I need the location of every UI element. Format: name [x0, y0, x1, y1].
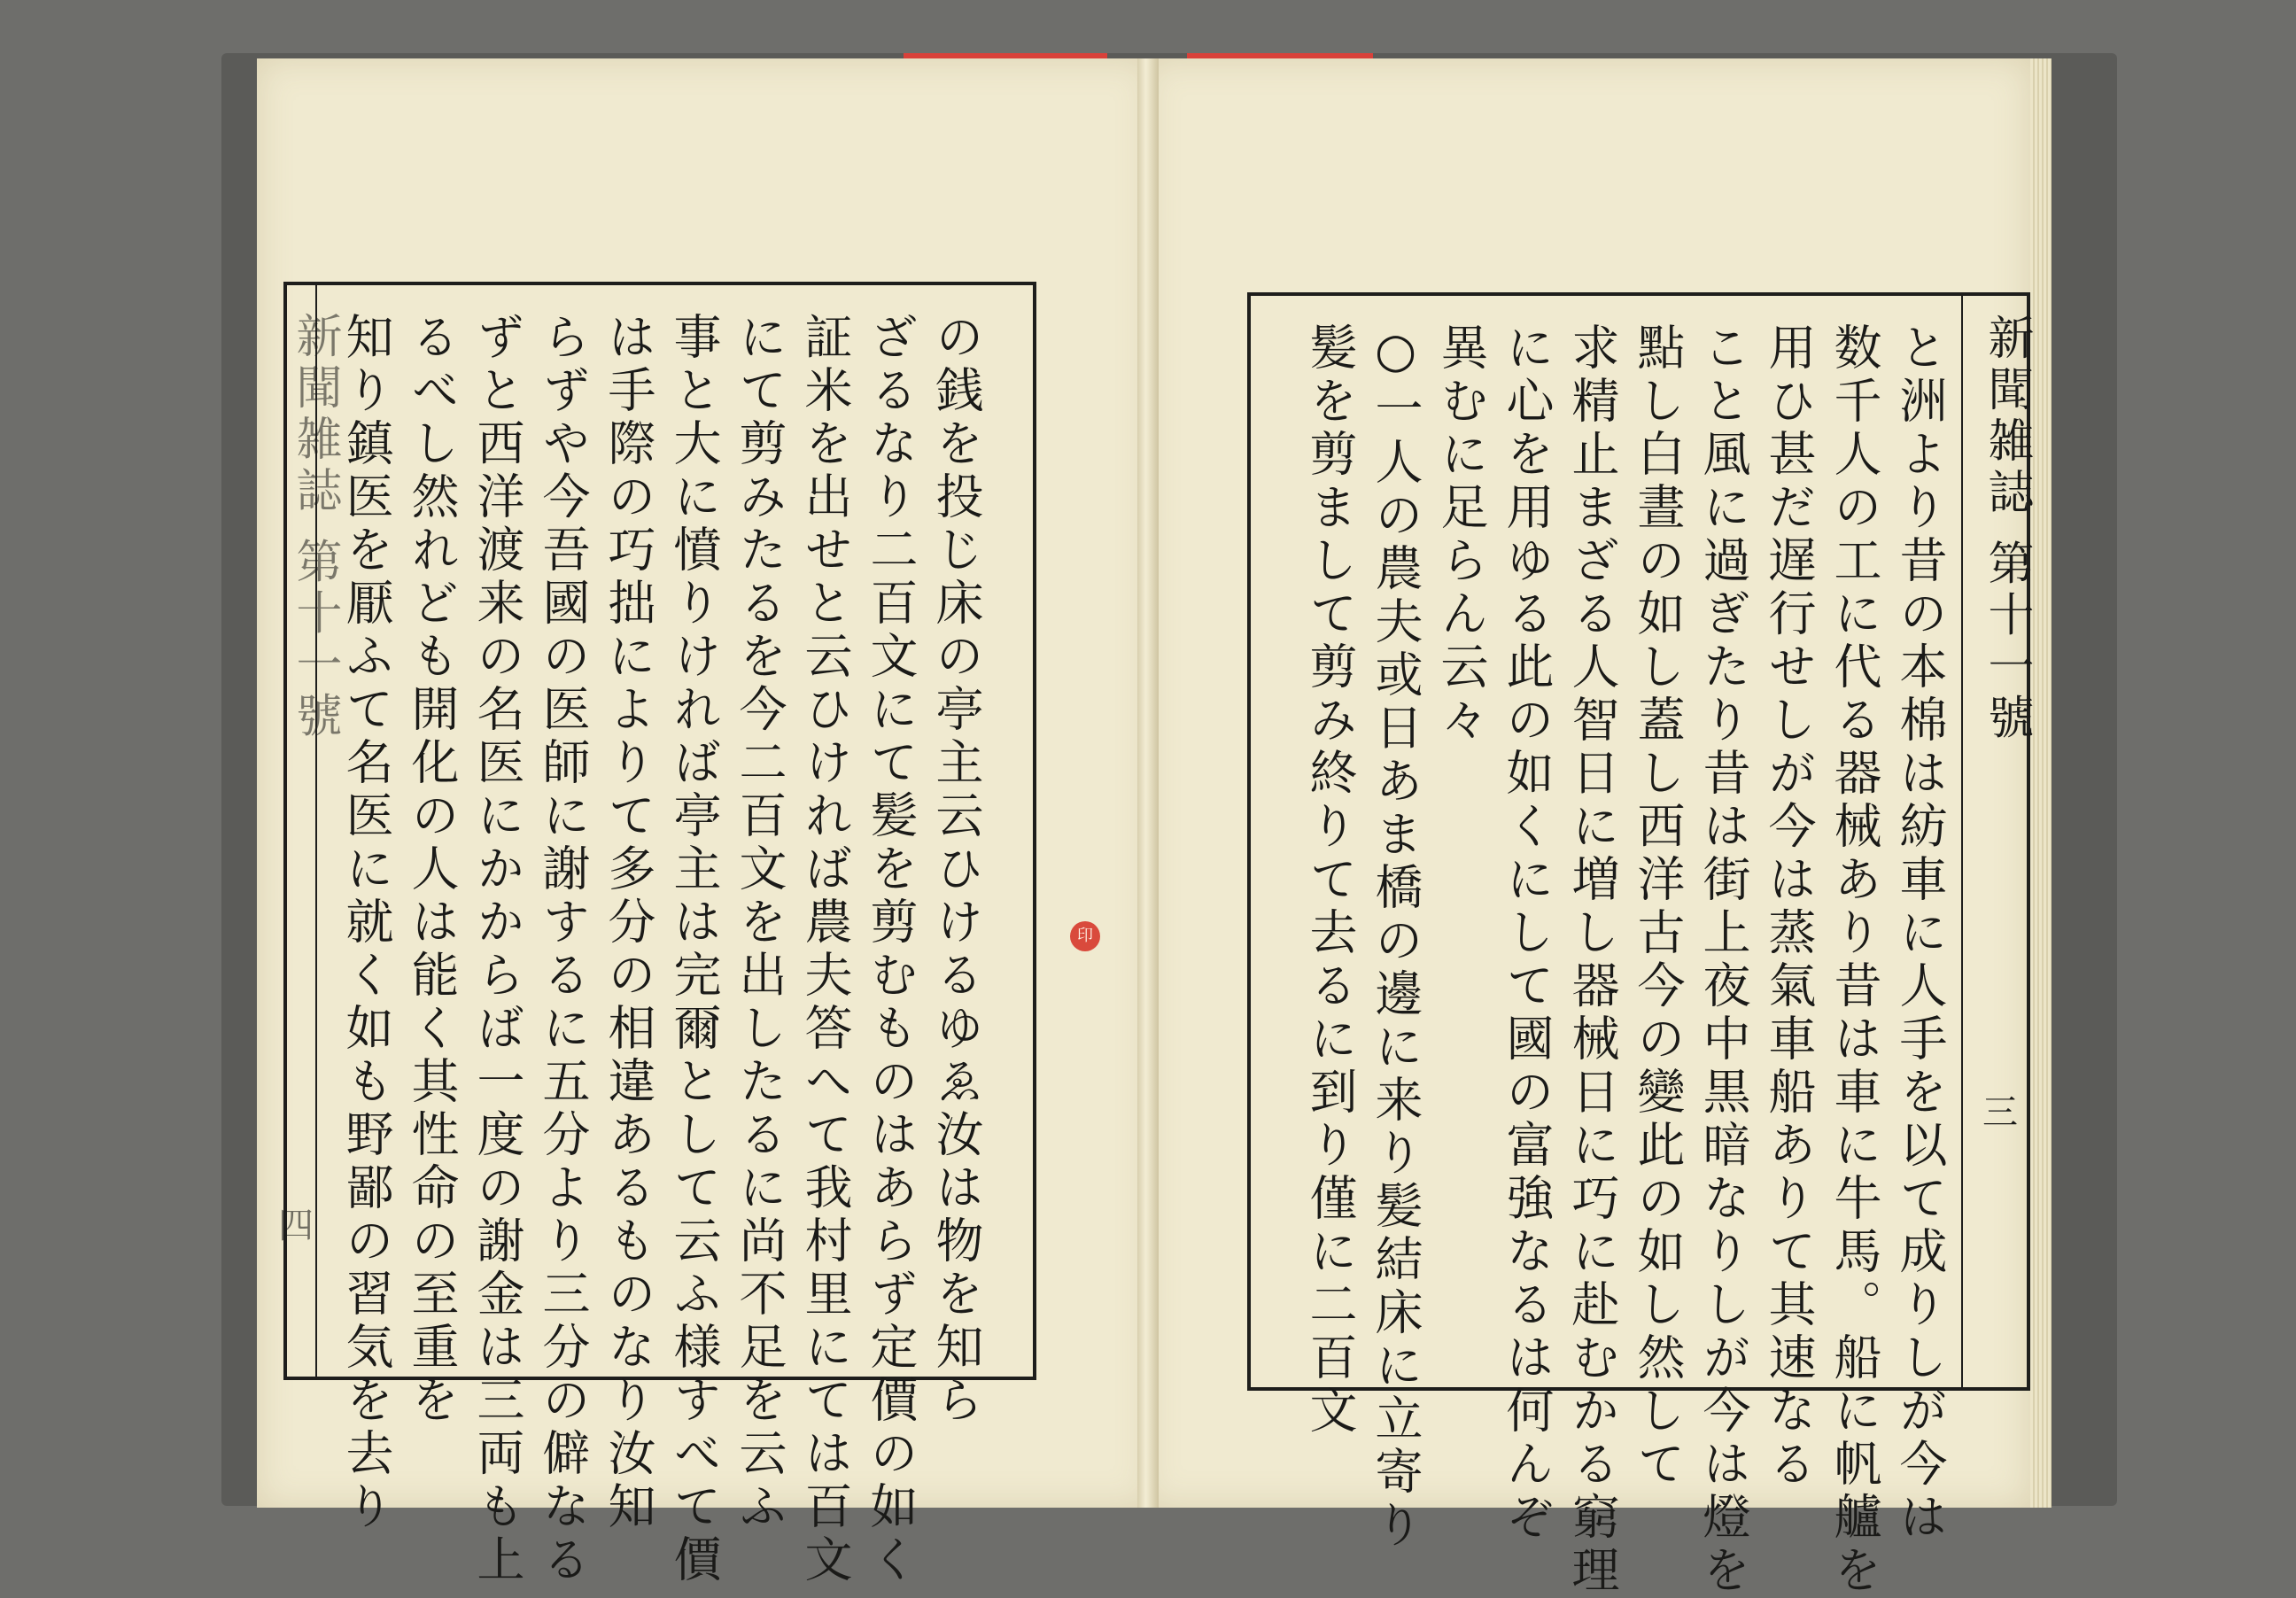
left-col-9: るべし然れども開化の人は能く其性命の至重を — [404, 312, 460, 1428]
right-folio: 三 — [1982, 1092, 2018, 1133]
right-col-6: 求精止まざる人智日に増し器械日に巧に赴むかる窮理 — [1564, 322, 1620, 1598]
right-col-9: ○一人の農夫或日あま橋の邊に来り髪結床に立寄り — [1368, 322, 1423, 1553]
right-margin-rule — [1961, 296, 1963, 1387]
right-col-1: と洲より昔の本棉は紡車に人手を以て成りしが今は — [1892, 322, 1948, 1545]
left-col-6: は手際の巧拙によりて多分の相違あるものなり汝知 — [601, 312, 656, 1534]
left-col-1: の銭を投じ床の亭主云ひけるゆゑ汝は物を知ら — [928, 312, 984, 1428]
right-col-4: こと風に過ぎたり昔は街上夜中黒暗なりしが今は燈を — [1695, 322, 1751, 1598]
left-col-5: 事と大に憤りければ亭主は完爾として云ふ様すべて價 — [666, 312, 722, 1587]
left-col-4: にて剪みたるを今二百文を出したるに尚不足を云ふ — [732, 312, 787, 1534]
page-edges — [2030, 58, 2052, 1508]
left-text-frame — [278, 282, 1036, 1587]
left-col-3: 証米を出せと云ひければ農夫答へて我村里にては百文 — [797, 312, 853, 1587]
left-margin-title: 新聞雑誌 第十一號 — [288, 312, 341, 743]
right-margin-title: 新聞雑誌 第十一號 — [1980, 314, 2033, 745]
left-col-2: ざるなり二百文にて髪を剪むものはあらず定價の如く — [863, 312, 919, 1587]
left-col-10: 知り鎮医を厭ふて名医に就く如も野鄙の習気を去り — [338, 312, 394, 1534]
right-col-3: 用ひ甚だ遅行せしが今は蒸氣車船ありて其速なる — [1761, 322, 1817, 1492]
left-folio: 四 — [278, 1206, 314, 1246]
book-gutter — [1137, 58, 1159, 1508]
right-col-10: 髪を剪まして剪み終りて去るに到り僅に二百文 — [1302, 322, 1358, 1439]
right-col-8: 異むに足らん云々 — [1433, 322, 1489, 748]
left-col-7: らずや今吾國の医師に謝するに五分より三分の僻なる — [535, 312, 591, 1587]
right-col-2: 数千人の工に代る器械あり昔は車に牛馬。船に帆艫を — [1827, 322, 1882, 1598]
right-text-frame — [1247, 292, 2033, 1598]
right-col-7: に心を用ゆる此の如くにして國の富強なるは何んぞ — [1499, 322, 1555, 1545]
left-col-8: ずと西洋渡来の名医にかからば一度の謝金は三両も上 — [469, 312, 525, 1587]
red-seal-icon: 印 — [1070, 921, 1100, 951]
right-col-5: 點し白晝の如し蓋し西洋古今の變此の如し然して — [1630, 322, 1686, 1492]
